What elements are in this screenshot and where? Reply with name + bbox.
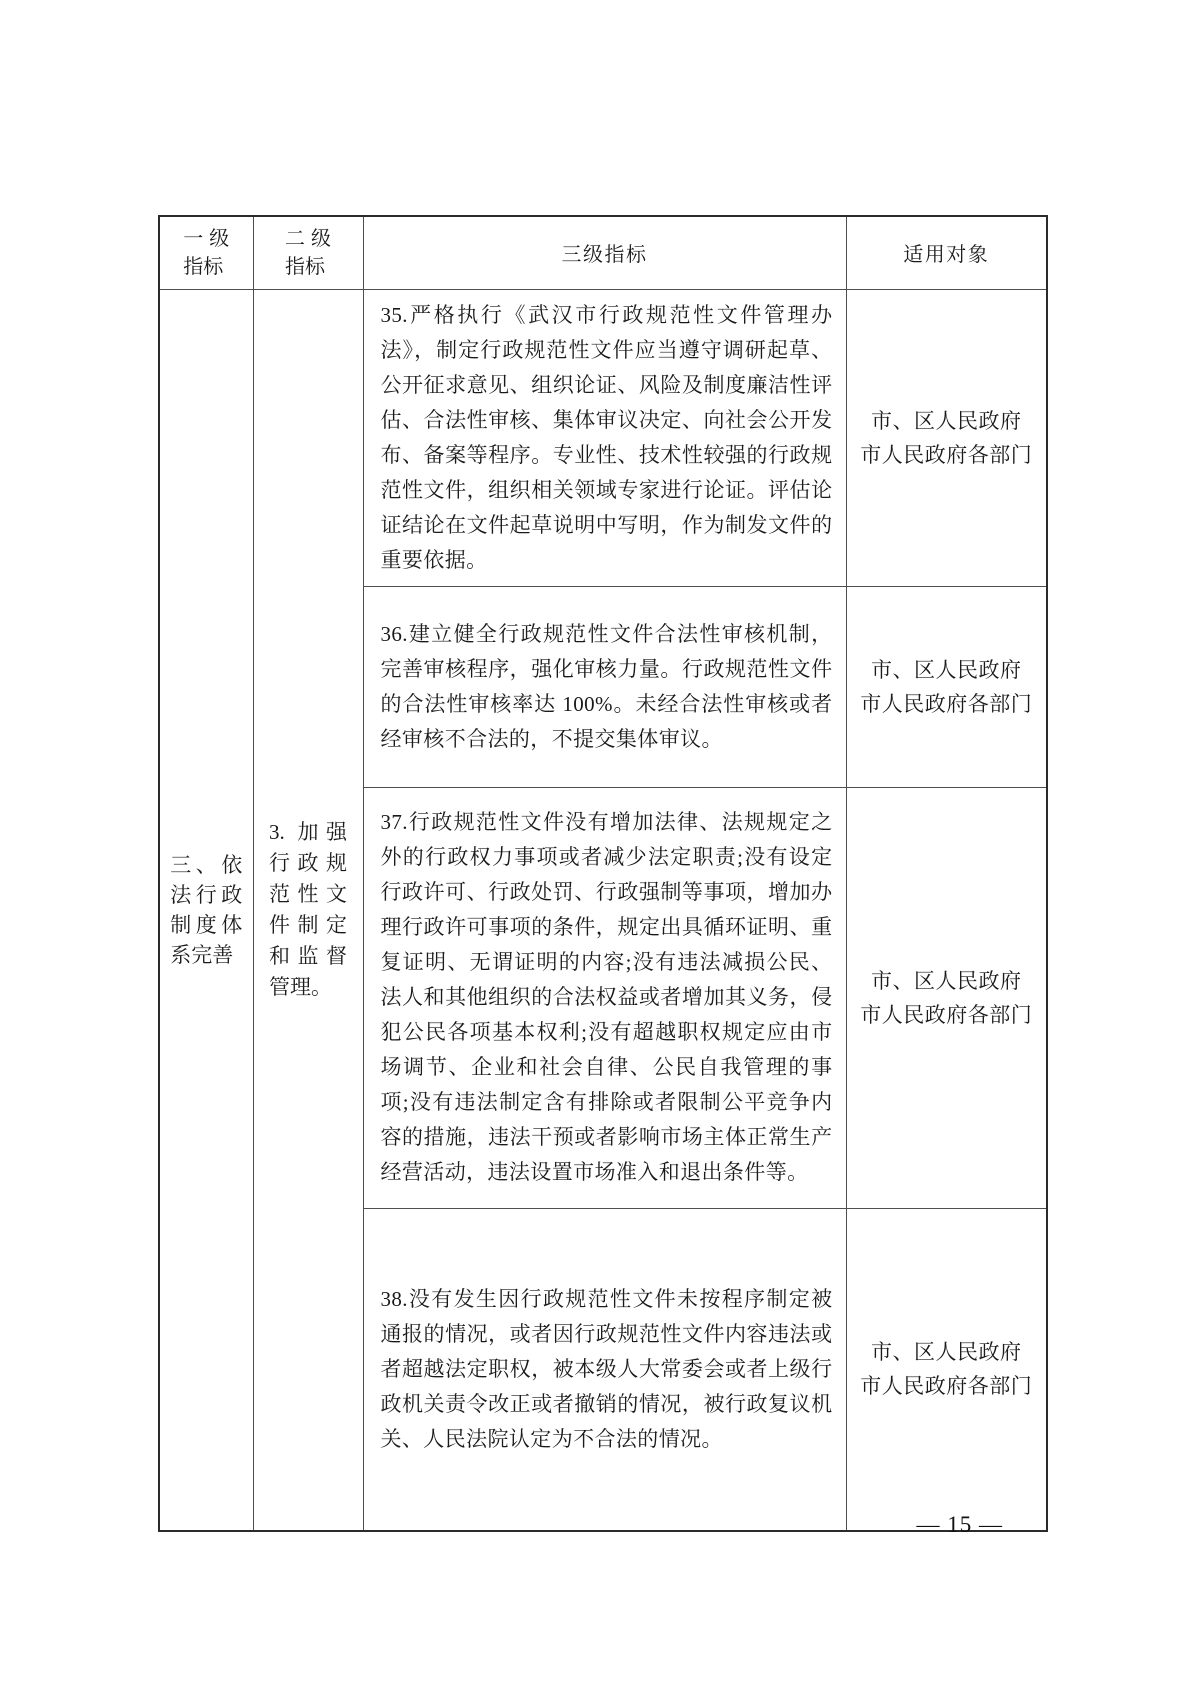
target-line: 市人民政府各部门	[860, 1374, 1033, 1398]
target-38-cell	[846, 1208, 1047, 1531]
header-level3-label: 三级指标	[561, 244, 648, 267]
header-level1-indicator	[159, 216, 253, 289]
page-number: — 15 —	[916, 1512, 1003, 1537]
level1-indicator-cell	[159, 289, 253, 1531]
header-target	[846, 216, 1047, 289]
level1-indicator-text: 三、依法行政制度体系完善	[170, 852, 243, 967]
target-line: 市、区人民政府	[871, 408, 1022, 433]
table-header-row	[159, 216, 1047, 289]
target-line: 市人民政府各部门	[860, 691, 1033, 716]
indicator-table	[158, 215, 1048, 1532]
target-line: 市、区人民政府	[871, 1340, 1022, 1364]
target-line: 市人民政府各部门	[860, 1002, 1033, 1027]
level2-indicator-text: 3. 加强行政规范性文件制定和监督管理。	[269, 819, 347, 999]
level2-indicator-cell	[253, 289, 363, 1531]
header-level2-indicator	[253, 216, 363, 289]
target-35-cell	[846, 289, 1047, 586]
target-line: 市人民政府各部门	[860, 442, 1033, 467]
target-36-cell	[846, 586, 1047, 787]
indicator-36-text: 36.建立健全行政规范性文件合法性审核机制，完善审核程序，强化审核力量。行政规范性文件的合法性审核率达 100%。未经合法性审核或者经审核不合法的，不提交集体审议。	[363, 586, 846, 787]
header-level1-label: 一级指标	[183, 227, 230, 278]
header-level2-label: 二级指标	[285, 227, 331, 278]
indicator-38-text: 38.没有发生因行政规范性文件未按程序制定被通报的情况，或者因行政规范性文件内容违法或者超越法定职权，被本级人大常委会或者上级行政机关责令改正或者撤销的情况，被行政复议机关、人民法院认定为不合法的情况。	[363, 1208, 846, 1531]
header-target-label: 适用对象	[903, 244, 990, 267]
target-37-cell	[846, 787, 1047, 1208]
indicator-37-text: 37.行政规范性文件没有增加法律、法规规定之外的行政权力事项或者减少法定职责;没有设定行政许可、行政处罚、行政强制等事项，增加办理行政许可事项的条件，规定出具循环证明、重复证明、无谓证明的内容;没有违法减损公民、法人和其他组织的合法权益或者增加其义务，侵犯公民各项基本权利;没有超越职权规定应由市场调节、企业和社会自律、公民自我管理的事项;没有违法制定含有排除或者限制公平竞争内容的措施，违法干预或者影响市场主体正常生产经营活动，违法设置市场准入和退出条件等。	[363, 787, 846, 1208]
header-level3-indicator	[363, 216, 846, 289]
target-line: 市、区人民政府	[871, 657, 1022, 682]
indicator-35-text: 35.严格执行《武汉市行政规范性文件管理办法》，制定行政规范性文件应当遵守调研起草、公开征求意见、组织论证、风险及制度廉洁性评估、合法性审核、集体审议决定、向社会公开发布、备案等程序。专业性、技术性较强的行政规范性文件，组织相关领域专家进行论证。评估论证结论在文件起草说明中写明，作为制发文件的重要依据。	[363, 289, 846, 586]
table-row-35	[159, 289, 1047, 586]
target-line: 市、区人民政府	[871, 968, 1022, 993]
